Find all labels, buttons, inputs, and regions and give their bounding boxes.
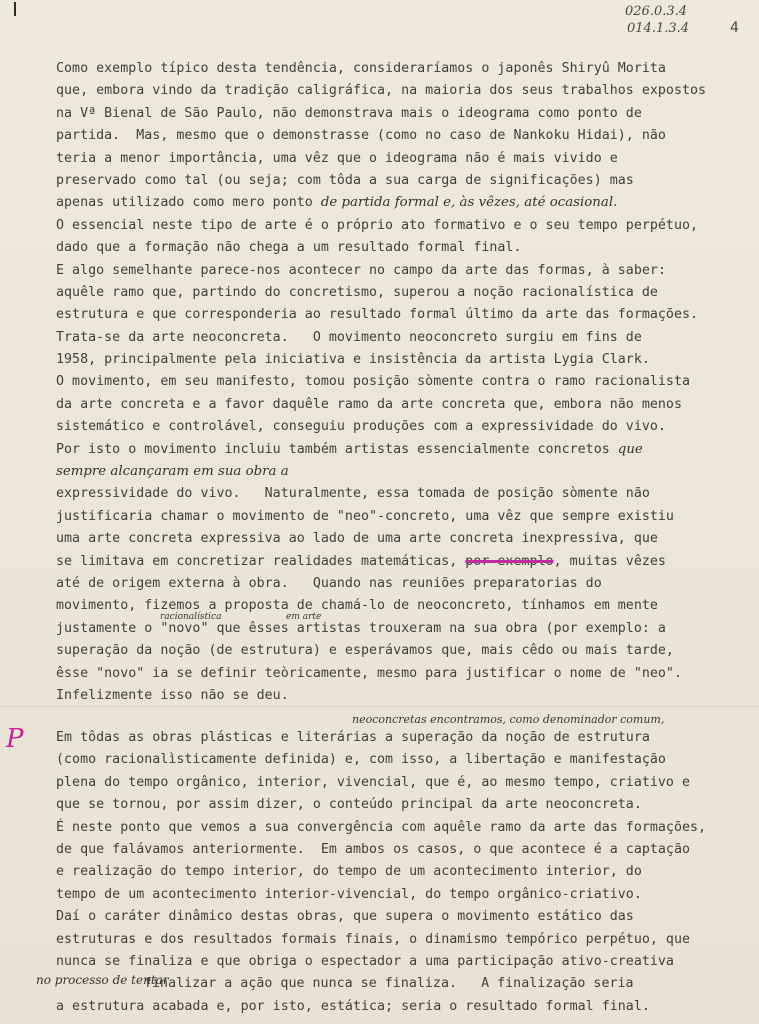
handwritten-insert: de partida formal e, às vêzes, até ocasional.: [320, 195, 618, 211]
text-line: uma arte concreta expressiva ao lado de uma arte concreta inexpressiva, que: [56, 531, 658, 547]
text-line: teria a menor importância, uma vêz que o ideograma não é mais vivido e: [56, 150, 618, 166]
typed-segment: , muitas vêzes: [553, 553, 666, 569]
text-line: expressividade do vivo. Naturalmente, essa tomada de posição sòmente não: [56, 486, 650, 502]
text-line: preservado como tal (ou seja; com tôda a sua carga de significações) mas: [56, 172, 634, 188]
text-line: Trata-se da arte neoconcreta. O movimento neoconcreto surgiu em fins de: [56, 329, 642, 345]
handwritten-margin-note: no processo de tentar: [36, 973, 169, 987]
text-line: êsse "novo" ia se definir teòricamente, mesmo para justificar o nome de "neo".: [56, 665, 682, 681]
text-line: Em tôdas as obras plásticas e literárias a superação da noção de estrutura: [56, 730, 650, 745]
text-line: da arte concreta e a favor daquêle ramo da arte concreta que, embora não menos: [56, 396, 682, 412]
text-line: partida. Mas, mesmo que o demonstrasse (como no caso de Nankoku Hidai), não: [56, 128, 666, 144]
text-line: O essencial neste tipo de arte é o próprio ato formativo e o seu tempo perpétuo,: [56, 217, 699, 233]
handwritten-annotation: racionalística: [160, 612, 222, 622]
text-line: que se tornou, por assim dizer, o conteúdo principal da arte neoconcreta.: [56, 797, 642, 813]
text-line: O movimento, em seu manifesto, tomou posição sòmente contra o ramo racionalista: [56, 374, 691, 390]
text-line: E algo semelhante parece-nos acontecer no campo da arte das formas, à saber:: [56, 262, 666, 278]
text-line: até de origem externa à obra. Quando nas reuniões preparatorias do: [56, 575, 602, 591]
text-line: Como exemplo típico desta tendência, consideraríamos o japonês Shiryû Morita: [56, 61, 666, 76]
text-line: aquêle ramo que, partindo do concretismo, superou a noção racionalística de: [56, 284, 658, 300]
text-line: dado que a formação não chega a um resultado formal final.: [56, 240, 522, 256]
text-line: de que falávamos anteriormente. Em ambos os casos, o que acontece é a captação: [56, 841, 691, 857]
archive-reference-top: 026.0.3.4: [625, 4, 688, 19]
text-line: tempo de um acontecimento interior-vivencial, do tempo orgânico-criativo.: [56, 886, 642, 902]
typed-segment: se limitava em concretizar realidades matemáticas,: [56, 553, 466, 569]
typed-segment: apenas utilizado como mero ponto: [56, 195, 321, 211]
typed-segment: Por isto o movimento incluiu também artistas essencialmente concretos: [56, 441, 618, 457]
archive-reference-bottom: 014.1.3.4: [627, 21, 690, 36]
text-line: [56, 192, 756, 214]
text-line: sistemático e controlável, conseguiu produções com a expressividade do vivo.: [56, 419, 666, 435]
corner-mark: [14, 2, 16, 16]
text-line: a estrutura acabada e, por isto, estática; seria o resultado formal final.: [56, 998, 650, 1014]
text-line: plena do tempo orgânico, interior, vivencial, que é, ao mesmo tempo, criativo e: [56, 774, 691, 790]
text-line: superação da noção (de estrutura) e esperávamos que, mais cêdo ou mais tarde,: [56, 643, 674, 659]
handwritten-annotation: em arte: [286, 612, 322, 622]
handwritten-annotation: neoconcretas encontramos, como denominador comum,: [352, 713, 665, 726]
page-number: 4: [730, 20, 739, 36]
text-line: estruturas e dos resultados formais finais, o dinamismo tempórico perpétuo, que: [56, 931, 691, 947]
text-line: Daí o caráter dinâmico destas obras, que supera o movimento estático das: [56, 909, 634, 925]
text-line: movimento, fizemos a proposta de chamá-lo de neoconcreto, tínhamos em mente: [56, 598, 658, 614]
text-line: estrutura e que corresponderia ao resultado formal último da arte das formações.: [56, 307, 699, 323]
text-line: finalizar a ação que nunca se finaliza. A finalização seria: [144, 976, 634, 992]
text-line: nunca se finaliza e que obriga o espectador a uma participação ativo-creativa: [56, 953, 674, 969]
handwritten-insert: que: [617, 441, 643, 457]
text-line: [56, 439, 756, 461]
paragraph-mark: P: [6, 724, 24, 754]
text-line: 1958, principalmente pela iniciativa e insistência da artista Lygia Clark.: [56, 352, 650, 368]
handwritten-line: sempre alcançaram em sua obra a: [56, 464, 289, 480]
text-line: na Vª Bienal de São Paulo, não demonstrava mais o ideograma como ponto de: [56, 105, 642, 121]
text-line: Infelizmente isso não se deu.: [56, 687, 289, 703]
text-line: que, embora vindo da tradição caligráfica, na maioria dos seus trabalhos expostos: [56, 83, 707, 99]
text-line: (como racionalìsticamente definida) e, com isso, a libertação e manifestação: [56, 752, 666, 768]
text-line: É neste ponto que vemos a sua convergência com aquêle ramo da arte das formações,: [56, 819, 707, 835]
text-line: e realização do tempo interior, do tempo de um acontecimento interior, do: [56, 864, 642, 880]
struck-text: por exemplo: [465, 553, 554, 569]
section-divider: [0, 706, 759, 707]
section-one-text: [56, 58, 756, 707]
text-line: [56, 551, 756, 573]
text-line: justamente o "novo" que êsses artistas trouxeram na sua obra (por exemplo: a: [56, 620, 666, 636]
text-line: justificaria chamar o movimento de "neo"-concreto, uma vêz que sempre existiu: [56, 508, 674, 524]
